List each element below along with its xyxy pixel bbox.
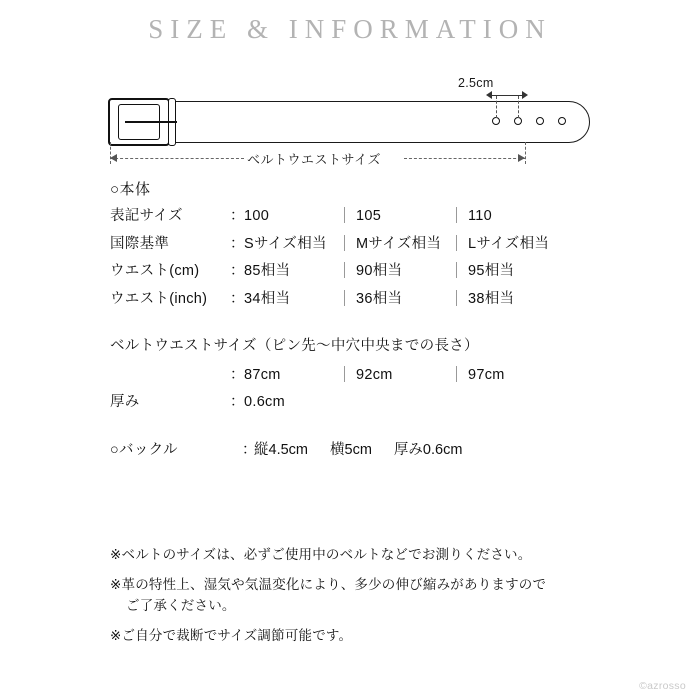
belt-hole — [558, 117, 566, 125]
buckle-pin-shape — [125, 121, 177, 123]
buckle-width-value: 横5cm — [330, 441, 372, 458]
spec-value: 92cm — [354, 368, 466, 383]
body-section-heading: ○本体 — [110, 181, 151, 198]
note-text: ※革の特性上、湿気や気温変化により、多少の伸び縮みがありますので — [110, 576, 547, 592]
waist-arrow-right-icon — [518, 154, 525, 162]
dimension-line — [488, 95, 526, 96]
spec-colon: ： — [230, 208, 245, 224]
spec-row-waist-length — [110, 368, 610, 383]
buckle-height-value: 縦4.5cm — [254, 441, 308, 458]
note-text-continued: ご了承ください。 — [126, 597, 236, 613]
dimension-arrow-left-icon — [486, 91, 492, 99]
spec-value: 110 — [466, 209, 578, 224]
waist-measure-line — [404, 158, 526, 159]
belt-hole — [492, 117, 500, 125]
spec-value: Lサイズ相当 — [466, 237, 578, 252]
spec-row-waist-inch — [110, 292, 610, 307]
spec-colon: ： — [230, 235, 245, 252]
buckle-label: ○バックル — [110, 441, 178, 458]
note-text: ※ご自分で裁断でサイズ調節可能です。 — [110, 627, 353, 643]
spec-label: ウエスト(cm) — [110, 263, 200, 279]
watermark: ©azrosso — [639, 680, 686, 692]
spec-value: 95相当 — [466, 264, 578, 279]
spec-value: 85相当 — [244, 263, 291, 279]
spec-colon: ： — [230, 263, 245, 279]
spec-row-waist-cm — [110, 264, 610, 279]
spec-colon: ： — [230, 290, 245, 307]
hole-spacing-label: 2.5cm — [458, 76, 494, 90]
spec-colon: ： — [242, 441, 257, 458]
dimension-tick — [518, 96, 519, 118]
spec-label: 国際基準 — [110, 235, 170, 252]
spec-value: Sサイズ相当 — [244, 235, 327, 252]
spec-value: 100 — [244, 208, 270, 224]
belt-hole — [536, 117, 544, 125]
spec-value: Mサイズ相当 — [354, 237, 466, 252]
spec-colon: ： — [230, 366, 245, 383]
dimension-tick — [496, 96, 497, 118]
spec-value: 34相当 — [244, 290, 291, 307]
note-item — [110, 626, 620, 647]
spacer — [110, 319, 610, 339]
spec-colon: ： — [230, 394, 245, 410]
spec-row-international-standard — [110, 237, 610, 252]
belt-hole — [514, 117, 522, 125]
spec-row-buckle — [110, 443, 610, 458]
spec-value: 38相当 — [466, 292, 578, 307]
waist-measure-label: ベルトウエストサイズ — [247, 152, 381, 167]
waist-measure-line — [110, 158, 244, 159]
spec-value: 105 — [354, 209, 466, 224]
page-title: SIZE & INFORMATION — [148, 14, 552, 44]
spec-label: ウエスト(inch) — [110, 290, 208, 307]
spacer — [110, 423, 610, 443]
waist-section-heading: ベルトウエストサイズ（ピン先〜中穴中央までの長さ） — [110, 338, 479, 354]
spec-value: 90相当 — [354, 264, 466, 279]
note-item — [110, 575, 620, 617]
belt-diagram — [0, 70, 700, 180]
notes-section — [110, 545, 620, 656]
spec-value: 87cm — [244, 366, 281, 383]
spec-row-marked-size — [110, 209, 610, 224]
waist-arrow-left-icon — [110, 154, 117, 162]
spec-value: 36相当 — [354, 292, 466, 307]
spec-label: 表記サイズ — [110, 208, 183, 224]
spec-label: 厚み — [110, 394, 140, 410]
note-text: ※ベルトのサイズは、必ずご使用中のベルトなどでお測りください。 — [110, 547, 532, 562]
spec-value: 0.6cm — [244, 394, 285, 410]
dimension-arrow-right-icon — [522, 91, 528, 99]
spec-row-thickness — [110, 395, 610, 410]
specifications — [110, 182, 610, 457]
buckle-thickness-value: 厚み0.6cm — [393, 441, 463, 458]
note-item — [110, 545, 620, 566]
spec-value: 97cm — [466, 368, 578, 383]
waist-tick — [525, 142, 526, 164]
